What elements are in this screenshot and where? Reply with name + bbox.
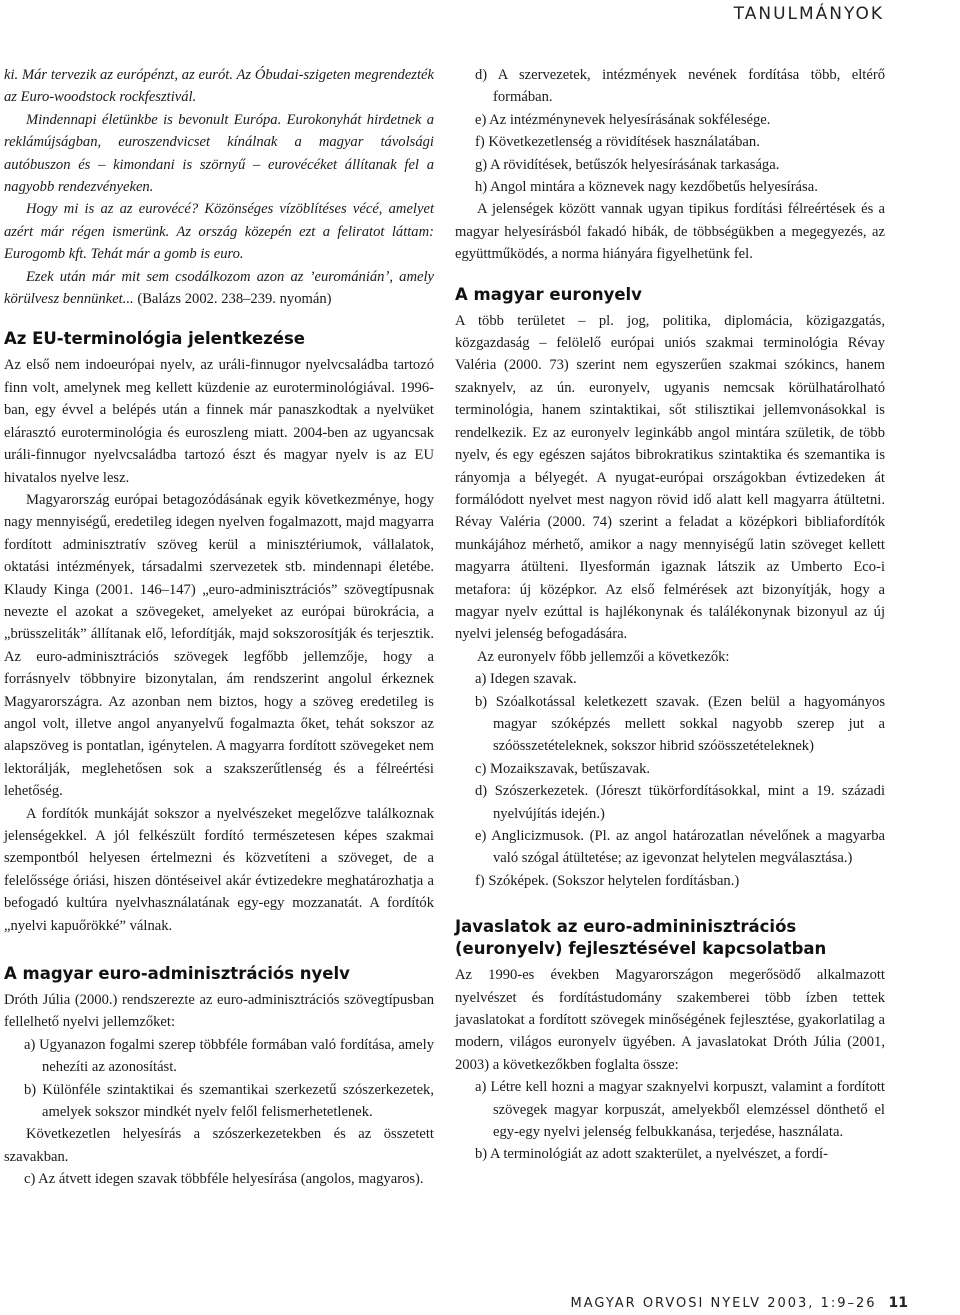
body-paragraph: Az 1990-es években Magyarországon megerősödő alkalmazott nyelvészet és fordítástudomány szakemberei több ízben tettek javaslatokat a fordított szövegek minőségének fejlesztése, gyakorlatilag a modern, világos euronyelv ügyében. A javaslatokat Dróth Júlia (2001, 2003) a következőkben foglalta össze: <box>455 967 885 1073</box>
list-item: b) A terminológiát az adott szakterület, a nyelvészet, a fordí- <box>475 1146 828 1163</box>
list-item: a) Ugyanazon fogalmi szerep többféle formában való fordítása, amely nehezíti az azonosítást. <box>24 1036 434 1076</box>
section-heading-euro-admin-language: A magyar euro-adminisztrációs nyelv <box>4 964 350 984</box>
running-head: TANULMÁNYOK <box>733 4 884 24</box>
body-paragraph: Magyarország európai betagozódásának egyik következménye, hogy nagy mennyiségű, eredetileg idegen nyelven fogalmazott, majd magyarra fordított adminisztratív szöveg kerül a minisztériumok, vállalatok, oktatási intézmények, társadalmi szervezetek stb. mindennapi életébe. Klaudy Kinga (2001. 146–147) „euro-adminisztrációs” szövegtípusnak nevezte el azokat a szövegeket, amelyeket az európai bürokrácia, a „brüsszeliták” állítanak elő, lefordítják, majd sokszorosítják és terjesztik. Az euro-adminisztrációs szövegek legfőbb jellemzője, hogy a forrásnyelv többnyire bizonytalan, ám rendszerint angolul érkeznek Magyarországra. Az azonban nem biztos, hogy a szöveg eredetileg is angol volt, illetve angol anyanyelvű fogalmazta őket, tehát sokszor az alapszöveg is pontatlan, igénytelen. A magyarra fordított szövegeket nem lektorálják, meglehetősen sok a szakszerűtlenség és a félreértési lehetőség. <box>4 491 434 800</box>
body-paragraph: Az első nem indoeurópai nyelv, az uráli-finnugor nyelvcsaládba tartozó finn volt, amelynek meg kellett küzdenie az euroterminológiával. 1996-ban, egy évvel a belépés után a finnek már panaszkodtak a nyelvüket elárasztó euroterminológia és euroszleng miatt. 2004-ben az ugyancsak uráli-finnugor nyelvcsaládba tartozó észt és magyar nyelv is az EU hivatalos nyelve lesz. <box>4 357 434 486</box>
quote-source: (Balázs 2002. 238–239. nyomán) <box>133 291 332 308</box>
list-item: f) Szóképek. (Sokszor helytelen fordításban.) <box>475 872 740 889</box>
section-heading-eu-terminology: Az EU-terminológia jelentkezése <box>4 329 305 349</box>
page-footer <box>571 1295 908 1311</box>
list-item: c) Az átvett idegen szavak többféle helyesírása (angolos, magyaros). <box>24 1171 424 1188</box>
list-item: d) Szószerkezetek. (Jóreszt tükörfordításokkal, mint a 19. századi nyelvújítás idején.) <box>475 783 885 822</box>
quote-paragraph-last <box>4 266 434 311</box>
journal-citation: MAGYAR ORVOSI NYELV 2003, 1:9–26 <box>570 1295 877 1311</box>
list-item: f) Következetlenség a rövidítések használatában. <box>475 134 760 151</box>
list-item: b) Különféle szintaktikai és szemantikai szerkezetű szószerkezetek, amelyek sokszor mindkét nyelv felől felismerhetetlenek. <box>24 1081 434 1121</box>
quote-paragraph: Mindennapi életünkbe is bevonult Európa. Eurokonyhát hirdetnek a reklámújságban, euroszendvicset kínálnak a magyar távolsági autóbuszon és – kimondani is szörnyű – eurovécéket állítanak fel a nagyobb rendezvényeken. <box>4 111 434 196</box>
list-item: a) Létre kell hozni a magyar szaknyelvi korpuszt, valamint a fordított szövegek magyar korpuszát, amelyekből elemzéssel dönthető el egy-egy nyelvi jelenség felbukkanása, terjedése, használata. <box>475 1079 885 1141</box>
list-intro: Az euronyelv főbb jellemzői a következők: <box>477 648 730 665</box>
left-column <box>4 64 434 1191</box>
body-paragraph: A több területet – pl. jog, politika, diplomácia, közigazgatás, közgazdaság – felölelő európai uniós szakmai terminológia Révay Valéria (2000. 73) szerint nem egyszerűen szakmai szókincs, hanem szaknyelv, az ún. euronyelv, ugyanis nemcsak körülhatárolható terminológia, hanem szintaktikai, sőt stilisztikai jellemvonásokkal is rendelkezik. Ez az euronyelv leginkább angol mintára születik, de több nyelv, és egy egészen sajátos bibrokratikus szintaktika és szemantika is rányomja a bélyegét. A nyugat-európai országokban évtizedeken át formálódott nyelvet mest nagyon rövid idő alatt kell magyarra átültetni. Révay Valéria (2000. 74) szerint a feladat a középkori bibliafordítók munkájához mérhető, amikor a nagy mennyiségű latin szöveget kellett magyarra átülteni. Ilyesformán igaznak látszik az Umberto Eco-i metafora: új középkor. Az első felmérések azt bizonyítják, hogy a magyar nyelv ezúttal is hajlékonynak és találékonynak bizonyul az új nyelvi jelenség befogadására. <box>455 312 885 643</box>
quote-text: Ezek után már mit sem csodálkozom azon az ’euromániánʼ, amely körülvesz bennünket... <box>4 268 434 308</box>
section-heading-proposals: Javaslatok az euro-admininisztrációs (euronyelv) fejlesztésével kapcsolatban <box>455 917 827 959</box>
right-column <box>455 64 885 1166</box>
quote-paragraph: ki. Már tervezik az európénzt, az eurót. Az Óbudai-szigeten megrendezték az Euro-woodstock rockfesztivál. <box>4 67 434 106</box>
list-item: d) A szervezetek, intézmények nevének fordítása több, eltérő formában. <box>475 67 885 106</box>
list-item: g) A rövidítések, betűszók helyesírásának tarkasága. <box>475 156 780 173</box>
section-heading-euronyelv: A magyar euronyelv <box>455 284 642 304</box>
list-item: e) Az intézménynevek helyesírásának sokfélesége. <box>475 111 771 128</box>
list-item: a) Idegen szavak. <box>475 671 577 688</box>
list-item: b) Szóalkotással keletkezett szavak. (Ezen belül a hagyományos magyar szóképzés mellett sokkal nagyobb szerep jut a szóösszetételeknek, sokszor hibrid szóösszetételeknek) <box>475 693 885 755</box>
body-paragraph: Következetlen helyesírás a szószerkezetekben és az összetett szavakban. <box>4 1126 434 1165</box>
list-item: c) Mozaikszavak, betűszavak. <box>475 760 651 777</box>
list-item: e) Anglicizmusok. (Pl. az angol határozatlan névelőnek a magyarba való szógal átültetése; az igevonzat helytelen megválasztása.) <box>475 828 885 867</box>
quote-paragraph: Hogy mi is az az eurovécé? Közönséges vízöblítéses vécé, amelyet azért már régen ismerünk. Az ország közepén ezt a feliratot láttam: Eurogomb kft. Tehát már a gomb is euro. <box>4 201 434 263</box>
body-paragraph: A fordítók munkáját sokszor a nyelvészeket megelőzve találkoznak jelenségekkel. A jól felkészült fordító természetesen képes szakmai szempontból helyesen értelmezni és közvetíteni a szöveget, de a felelőssége óriási, hiszen döntéseivel akár évtizedekre meghatározhatja a befogadó kultúra nyelvhasználatának egy-egy mozzanatát. A fordítók „nyelvi kapuőrökké” válnak. <box>4 805 434 934</box>
body-paragraph: Dróth Júlia (2000.) rendszerezte az euro-adminisztrációs szövegtípusban fellelhető nyelvi jellemzőket: <box>4 992 434 1031</box>
body-paragraph: A jelenségek között vannak ugyan tipikus fordítási félreértések és a magyar helyesírásból fakadó hibák, de többségükben a megegyezés, az együttműködés, a norma hiányára figyelhetünk fel. <box>455 201 885 263</box>
list-item: h) Angol mintára a köznevek nagy kezdőbetűs helyesírása. <box>475 179 818 196</box>
page-number: 11 <box>888 1295 908 1311</box>
